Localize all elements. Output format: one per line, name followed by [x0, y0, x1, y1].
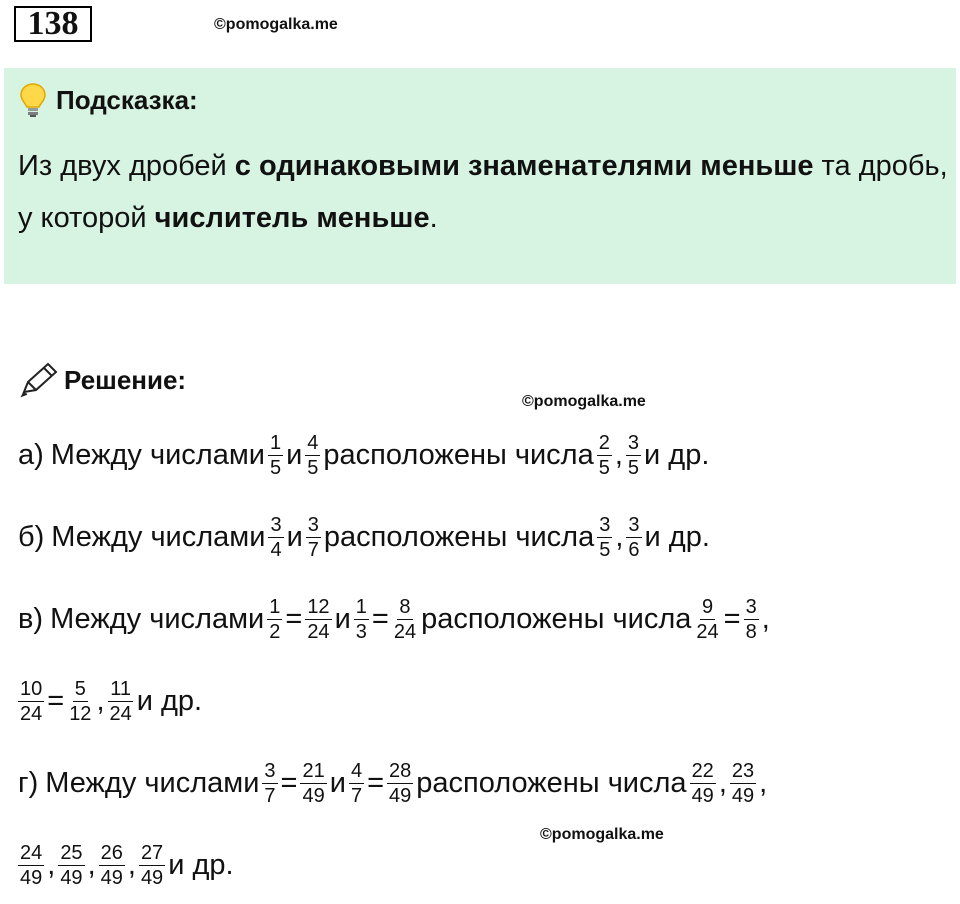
solution-line-a: [18, 432, 709, 479]
text: и др.: [644, 439, 710, 471]
text: расположены числа: [323, 439, 594, 471]
solution-line-v-cont: [18, 678, 202, 725]
fraction: [597, 432, 612, 479]
comma: ,: [718, 767, 727, 799]
equals: =: [723, 603, 741, 635]
numerator: 8: [399, 596, 411, 618]
denominator: 12: [69, 703, 92, 725]
numerator: 4: [307, 432, 319, 454]
fraction: [626, 514, 641, 561]
denominator: 24: [307, 621, 330, 643]
denominator: 4: [270, 539, 282, 561]
denominator: 8: [745, 621, 757, 643]
fraction: [99, 842, 125, 889]
equals: =: [367, 767, 384, 799]
denominator: 49: [389, 785, 412, 807]
hint-text-part: Из двух дробей: [18, 150, 235, 182]
text: Между числами: [50, 439, 265, 471]
text: Между числами: [45, 767, 260, 799]
text: и др.: [644, 521, 710, 553]
numerator: 4: [350, 760, 363, 782]
fraction: [694, 596, 720, 643]
numerator: 28: [389, 760, 412, 782]
fraction: [349, 760, 364, 807]
denominator: 7: [307, 539, 319, 561]
fraction: [267, 596, 282, 643]
denominator: 49: [60, 867, 83, 889]
comma: ,: [614, 439, 623, 471]
equals: =: [285, 603, 303, 635]
fraction: [268, 514, 283, 561]
numerator: 1: [355, 596, 367, 618]
denominator: 7: [350, 785, 363, 807]
denominator: 5: [598, 457, 610, 479]
equals: =: [47, 685, 65, 717]
hint-text: [18, 140, 948, 244]
watermark: ©pomogalka.me: [214, 16, 338, 33]
comma: ,: [96, 685, 105, 717]
denominator: 2: [269, 621, 281, 643]
fraction: [744, 596, 759, 643]
numerator: 2: [598, 432, 610, 454]
numerator: 12: [307, 596, 330, 618]
numerator: 3: [270, 514, 282, 536]
numerator: 9: [701, 596, 714, 618]
item-label: в): [18, 603, 44, 635]
fraction: [108, 678, 134, 725]
text: Между числами: [50, 603, 265, 635]
hint-bold: числитель меньше: [154, 202, 430, 234]
text: и др.: [136, 685, 203, 717]
numerator: 22: [691, 760, 714, 782]
text: и: [334, 603, 351, 635]
denominator: 7: [264, 785, 276, 807]
denominator: 24: [393, 621, 417, 643]
denominator: 5: [627, 457, 640, 479]
denominator: 24: [696, 621, 719, 643]
fraction: [305, 432, 320, 479]
denominator: 5: [269, 457, 282, 479]
fraction: [268, 432, 283, 479]
numerator: 5: [74, 678, 86, 700]
fraction: [387, 760, 413, 807]
watermark: ©pomogalka.me: [540, 826, 664, 843]
fraction: [18, 842, 44, 889]
numerator: 21: [302, 760, 325, 782]
fraction: [58, 842, 84, 889]
watermark: ©pomogalka.me: [522, 393, 646, 410]
comma: ,: [47, 849, 56, 881]
denominator: 3: [355, 621, 367, 643]
denominator: 49: [100, 867, 123, 889]
solution-title: [18, 362, 186, 398]
numerator: 24: [20, 842, 43, 864]
numerator: 26: [100, 842, 123, 864]
numerator: 3: [599, 514, 611, 536]
denominator: 49: [691, 785, 714, 807]
denominator: 49: [731, 785, 755, 807]
pencil-icon: [18, 362, 58, 398]
comma: ,: [761, 603, 770, 635]
lightbulb-icon: [18, 82, 48, 118]
task-number: 138: [14, 6, 92, 42]
fraction: [67, 678, 93, 725]
denominator: 49: [140, 867, 164, 889]
denominator: 24: [20, 703, 43, 725]
text: и др.: [168, 849, 234, 881]
solution-line-g: [18, 760, 767, 807]
denominator: 49: [302, 785, 325, 807]
text: Между числами: [51, 521, 266, 553]
numerator: 3: [627, 432, 640, 454]
solution-line-g-cont: [18, 842, 234, 889]
item-label: а): [18, 439, 44, 471]
comma: ,: [615, 521, 624, 553]
fraction: [730, 760, 756, 807]
comma: ,: [127, 849, 136, 881]
hint-text-part: та дробь, у которой: [18, 150, 948, 234]
fraction: [262, 760, 277, 807]
text: и: [286, 439, 303, 471]
text: и: [329, 767, 346, 799]
fraction: [305, 596, 331, 643]
numerator: 25: [60, 842, 83, 864]
numerator: 1: [269, 596, 281, 618]
numerator: 1: [269, 432, 282, 454]
text: расположены числа: [416, 767, 687, 799]
hint-text-part: .: [429, 202, 438, 234]
fraction: [626, 432, 641, 479]
numerator: 3: [745, 596, 757, 618]
denominator: 49: [20, 867, 43, 889]
equals: =: [371, 603, 389, 635]
item-label: г): [18, 767, 39, 799]
fraction: [300, 760, 326, 807]
denominator: 5: [599, 539, 611, 561]
hint-title: [18, 82, 198, 118]
fraction: [690, 760, 716, 807]
denominator: 6: [628, 539, 640, 561]
item-label: б): [18, 521, 45, 553]
solution-title-text: Решение:: [64, 364, 187, 395]
hint-title-text: Подсказка:: [56, 84, 198, 115]
numerator: 27: [140, 842, 164, 864]
fraction: [139, 842, 165, 889]
fraction: [354, 596, 369, 643]
equals: =: [280, 767, 298, 799]
fraction: [18, 678, 44, 725]
text: расположены числа: [323, 521, 595, 553]
denominator: 5: [307, 457, 319, 479]
numerator: 3: [628, 514, 640, 536]
text: и: [286, 521, 303, 553]
numerator: 3: [307, 514, 319, 536]
fraction: [306, 514, 321, 561]
fraction: [392, 596, 418, 643]
numerator: 10: [20, 678, 43, 700]
numerator: 23: [731, 760, 755, 782]
numerator: 3: [264, 760, 276, 782]
solution-line-b: [18, 514, 710, 561]
comma: ,: [87, 849, 96, 881]
text: расположены числа: [421, 603, 692, 635]
denominator: 24: [109, 703, 132, 725]
fraction: [597, 514, 612, 561]
comma: ,: [759, 767, 768, 799]
solution-line-v: [18, 596, 770, 643]
numerator: 11: [110, 678, 131, 700]
hint-bold: с одинаковыми знаменателями меньше: [234, 150, 814, 182]
